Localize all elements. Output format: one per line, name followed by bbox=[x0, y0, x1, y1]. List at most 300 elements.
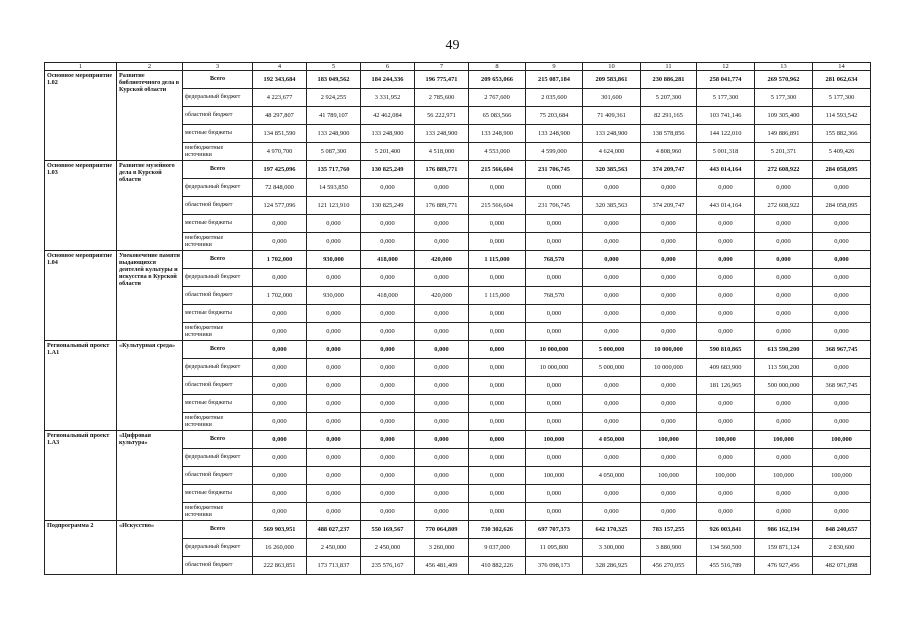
amount-cell: 100,000 bbox=[526, 431, 583, 449]
amount-cell: 0,000 bbox=[697, 305, 755, 323]
amount-cell: 410 882,226 bbox=[469, 557, 526, 575]
amount-cell: 0,000 bbox=[253, 215, 307, 233]
table-row bbox=[45, 431, 871, 449]
amount-cell: 376 098,173 bbox=[526, 557, 583, 575]
amount-cell: 0,000 bbox=[641, 287, 697, 305]
amount-cell: 926 003,841 bbox=[697, 521, 755, 539]
funding-source-cell: Всего bbox=[183, 431, 253, 449]
amount-cell: 0,000 bbox=[253, 323, 307, 341]
amount-cell: 284 058,095 bbox=[813, 161, 871, 179]
amount-cell: 0,000 bbox=[813, 395, 871, 413]
amount-cell: 768,570 bbox=[526, 287, 583, 305]
amount-cell: 0,000 bbox=[361, 341, 415, 359]
amount-cell: 0,000 bbox=[361, 215, 415, 233]
amount-cell: 0,000 bbox=[641, 251, 697, 269]
amount-cell: 4 050,000 bbox=[583, 431, 641, 449]
amount-cell: 0,000 bbox=[583, 395, 641, 413]
funding-source-cell: местные бюджеты bbox=[183, 485, 253, 503]
amount-cell: 100,000 bbox=[755, 431, 813, 449]
amount-cell: 209 583,861 bbox=[583, 71, 641, 89]
amount-cell: 0,000 bbox=[583, 377, 641, 395]
amount-cell: 0,000 bbox=[697, 269, 755, 287]
amount-cell: 0,000 bbox=[526, 305, 583, 323]
amount-cell: 320 385,563 bbox=[583, 161, 641, 179]
amount-cell: 500 000,000 bbox=[755, 377, 813, 395]
funding-source-cell: областной бюджет bbox=[183, 107, 253, 125]
amount-cell: 0,000 bbox=[361, 449, 415, 467]
amount-cell: 14 593,850 bbox=[307, 179, 361, 197]
amount-cell: 0,000 bbox=[813, 323, 871, 341]
funding-source-cell: местные бюджеты bbox=[183, 395, 253, 413]
amount-cell: 5 177,300 bbox=[813, 89, 871, 107]
amount-cell: 75 203,684 bbox=[526, 107, 583, 125]
amount-cell: 0,000 bbox=[253, 485, 307, 503]
amount-cell: 0,000 bbox=[697, 503, 755, 521]
amount-cell: 235 576,167 bbox=[361, 557, 415, 575]
table-row bbox=[45, 161, 871, 179]
header-row bbox=[45, 63, 871, 71]
amount-cell: 0,000 bbox=[583, 413, 641, 431]
amount-cell: 222 863,851 bbox=[253, 557, 307, 575]
program-code-cell: Региональный проект 1.А1 bbox=[45, 341, 117, 431]
amount-cell: 48 297,807 bbox=[253, 107, 307, 125]
amount-cell: 0,000 bbox=[469, 269, 526, 287]
amount-cell: 418,000 bbox=[361, 287, 415, 305]
amount-cell: 0,000 bbox=[253, 467, 307, 485]
amount-cell: 5 201,371 bbox=[755, 143, 813, 161]
amount-cell: 134 851,590 bbox=[253, 125, 307, 143]
amount-cell: 0,000 bbox=[307, 233, 361, 251]
amount-cell: 0,000 bbox=[755, 305, 813, 323]
amount-cell: 0,000 bbox=[583, 215, 641, 233]
amount-cell: 5 000,000 bbox=[583, 359, 641, 377]
funding-source-cell: Всего bbox=[183, 341, 253, 359]
amount-cell: 0,000 bbox=[583, 449, 641, 467]
funding-source-cell: внебюджетные источники bbox=[183, 233, 253, 251]
amount-cell: 0,000 bbox=[469, 341, 526, 359]
amount-cell: 5 409,426 bbox=[813, 143, 871, 161]
program-code-cell: Основное мероприятие 1.04 bbox=[45, 251, 117, 341]
funding-source-cell: Всего bbox=[183, 161, 253, 179]
amount-cell: 0,000 bbox=[641, 269, 697, 287]
amount-cell: 0,000 bbox=[755, 503, 813, 521]
funding-source-cell: местные бюджеты bbox=[183, 125, 253, 143]
amount-cell: 0,000 bbox=[469, 305, 526, 323]
amount-cell: 0,000 bbox=[469, 233, 526, 251]
amount-cell: 100,000 bbox=[755, 467, 813, 485]
amount-cell: 4 553,000 bbox=[469, 143, 526, 161]
amount-cell: 476 927,456 bbox=[755, 557, 813, 575]
amount-cell: 0,000 bbox=[813, 485, 871, 503]
column-number-header: 5 bbox=[307, 63, 361, 71]
amount-cell: 0,000 bbox=[641, 215, 697, 233]
amount-cell: 100,000 bbox=[813, 431, 871, 449]
amount-cell: 0,000 bbox=[813, 251, 871, 269]
column-number-header: 2 bbox=[117, 63, 183, 71]
amount-cell: 374 209,747 bbox=[641, 197, 697, 215]
amount-cell: 0,000 bbox=[755, 287, 813, 305]
amount-cell: 184 244,336 bbox=[361, 71, 415, 89]
amount-cell: 215 087,184 bbox=[526, 71, 583, 89]
amount-cell: 374 209,747 bbox=[641, 161, 697, 179]
amount-cell: 0,000 bbox=[307, 395, 361, 413]
amount-cell: 0,000 bbox=[641, 485, 697, 503]
amount-cell: 0,000 bbox=[253, 305, 307, 323]
column-number-header: 4 bbox=[253, 63, 307, 71]
amount-cell: 0,000 bbox=[755, 449, 813, 467]
amount-cell: 10 000,000 bbox=[526, 359, 583, 377]
funding-source-cell: областной бюджет bbox=[183, 287, 253, 305]
amount-cell: 0,000 bbox=[253, 359, 307, 377]
amount-cell: 11 095,800 bbox=[526, 539, 583, 557]
amount-cell: 0,000 bbox=[307, 431, 361, 449]
amount-cell: 0,000 bbox=[415, 323, 469, 341]
amount-cell: 82 291,165 bbox=[641, 107, 697, 125]
amount-cell: 0,000 bbox=[697, 449, 755, 467]
amount-cell: 0,000 bbox=[361, 395, 415, 413]
funding-source-cell: областной бюджет bbox=[183, 467, 253, 485]
amount-cell: 284 058,095 bbox=[813, 197, 871, 215]
amount-cell: 133 248,900 bbox=[526, 125, 583, 143]
amount-cell: 770 064,809 bbox=[415, 521, 469, 539]
amount-cell: 0,000 bbox=[526, 377, 583, 395]
amount-cell: 72 848,000 bbox=[253, 179, 307, 197]
amount-cell: 0,000 bbox=[526, 485, 583, 503]
amount-cell: 0,000 bbox=[697, 215, 755, 233]
amount-cell: 482 071,898 bbox=[813, 557, 871, 575]
amount-cell: 149 886,891 bbox=[755, 125, 813, 143]
amount-cell: 103 741,146 bbox=[697, 107, 755, 125]
amount-cell: 4 970,700 bbox=[253, 143, 307, 161]
amount-cell: 0,000 bbox=[583, 323, 641, 341]
amount-cell: 0,000 bbox=[415, 413, 469, 431]
table-row bbox=[45, 251, 871, 269]
amount-cell: 0,000 bbox=[583, 305, 641, 323]
funding-source-cell: федеральный бюджет bbox=[183, 539, 253, 557]
amount-cell: 138 578,856 bbox=[641, 125, 697, 143]
amount-cell: 4 808,960 bbox=[641, 143, 697, 161]
program-title-cell: «Цифровая культура» bbox=[117, 431, 183, 521]
amount-cell: 0,000 bbox=[307, 467, 361, 485]
amount-cell: 0,000 bbox=[583, 269, 641, 287]
amount-cell: 0,000 bbox=[469, 395, 526, 413]
amount-cell: 2 450,000 bbox=[307, 539, 361, 557]
amount-cell: 2 035,600 bbox=[526, 89, 583, 107]
amount-cell: 420,000 bbox=[415, 287, 469, 305]
amount-cell: 0,000 bbox=[361, 503, 415, 521]
amount-cell: 0,000 bbox=[697, 287, 755, 305]
amount-cell: 0,000 bbox=[526, 323, 583, 341]
amount-cell: 0,000 bbox=[641, 503, 697, 521]
amount-cell: 183 049,562 bbox=[307, 71, 361, 89]
funding-source-cell: областной бюджет bbox=[183, 197, 253, 215]
funding-source-cell: внебюджетные источники bbox=[183, 323, 253, 341]
amount-cell: 0,000 bbox=[307, 503, 361, 521]
amount-cell: 1 702,000 bbox=[253, 251, 307, 269]
amount-cell: 133 248,900 bbox=[583, 125, 641, 143]
amount-cell: 0,000 bbox=[813, 359, 871, 377]
amount-cell: 3 300,000 bbox=[583, 539, 641, 557]
amount-cell: 418,000 bbox=[361, 251, 415, 269]
amount-cell: 0,000 bbox=[697, 413, 755, 431]
table-row bbox=[45, 521, 871, 539]
program-title-cell: «Культурная среда» bbox=[117, 341, 183, 431]
amount-cell: 2 767,600 bbox=[469, 89, 526, 107]
amount-cell: 0,000 bbox=[526, 395, 583, 413]
amount-cell: 0,000 bbox=[307, 341, 361, 359]
funding-source-cell: внебюджетные источники bbox=[183, 143, 253, 161]
amount-cell: 0,000 bbox=[583, 485, 641, 503]
amount-cell: 181 126,965 bbox=[697, 377, 755, 395]
amount-cell: 783 157,255 bbox=[641, 521, 697, 539]
amount-cell: 0,000 bbox=[415, 305, 469, 323]
amount-cell: 0,000 bbox=[361, 413, 415, 431]
amount-cell: 0,000 bbox=[307, 377, 361, 395]
amount-cell: 0,000 bbox=[813, 215, 871, 233]
amount-cell: 0,000 bbox=[641, 395, 697, 413]
amount-cell: 0,000 bbox=[755, 233, 813, 251]
amount-cell: 0,000 bbox=[415, 395, 469, 413]
amount-cell: 113 590,200 bbox=[755, 359, 813, 377]
amount-cell: 642 170,325 bbox=[583, 521, 641, 539]
amount-cell: 0,000 bbox=[526, 179, 583, 197]
program-title-cell: Развитие музейного дела в Курской области bbox=[117, 161, 183, 251]
amount-cell: 0,000 bbox=[307, 485, 361, 503]
amount-cell: 0,000 bbox=[697, 233, 755, 251]
column-number-header: 7 bbox=[415, 63, 469, 71]
amount-cell: 0,000 bbox=[469, 467, 526, 485]
amount-cell: 196 775,471 bbox=[415, 71, 469, 89]
amount-cell: 0,000 bbox=[415, 179, 469, 197]
amount-cell: 0,000 bbox=[253, 341, 307, 359]
funding-source-cell: федеральный бюджет bbox=[183, 269, 253, 287]
amount-cell: 71 409,361 bbox=[583, 107, 641, 125]
amount-cell: 272 608,922 bbox=[755, 197, 813, 215]
amount-cell: 0,000 bbox=[361, 359, 415, 377]
amount-cell: 109 305,400 bbox=[755, 107, 813, 125]
amount-cell: 133 248,900 bbox=[361, 125, 415, 143]
table-row bbox=[45, 341, 871, 359]
amount-cell: 0,000 bbox=[469, 179, 526, 197]
amount-cell: 100,000 bbox=[697, 431, 755, 449]
amount-cell: 0,000 bbox=[641, 305, 697, 323]
amount-cell: 320 385,563 bbox=[583, 197, 641, 215]
funding-source-cell: федеральный бюджет bbox=[183, 179, 253, 197]
funding-source-cell: областной бюджет bbox=[183, 557, 253, 575]
amount-cell: 176 889,771 bbox=[415, 161, 469, 179]
amount-cell: 0,000 bbox=[415, 269, 469, 287]
amount-cell: 0,000 bbox=[253, 269, 307, 287]
amount-cell: 0,000 bbox=[697, 251, 755, 269]
amount-cell: 0,000 bbox=[361, 305, 415, 323]
amount-cell: 0,000 bbox=[361, 179, 415, 197]
amount-cell: 0,000 bbox=[583, 179, 641, 197]
amount-cell: 281 062,634 bbox=[813, 71, 871, 89]
amount-cell: 0,000 bbox=[697, 485, 755, 503]
table-row bbox=[45, 71, 871, 89]
program-code-cell: Региональный проект 1.А3 bbox=[45, 431, 117, 521]
amount-cell: 130 825,249 bbox=[361, 161, 415, 179]
funding-source-cell: Всего bbox=[183, 71, 253, 89]
amount-cell: 0,000 bbox=[415, 341, 469, 359]
amount-cell: 0,000 bbox=[755, 485, 813, 503]
amount-cell: 42 462,084 bbox=[361, 107, 415, 125]
funding-source-cell: Всего bbox=[183, 251, 253, 269]
amount-cell: 768,570 bbox=[526, 251, 583, 269]
amount-cell: 0,000 bbox=[415, 449, 469, 467]
amount-cell: 3 331,952 bbox=[361, 89, 415, 107]
amount-cell: 0,000 bbox=[361, 323, 415, 341]
amount-cell: 0,000 bbox=[307, 269, 361, 287]
amount-cell: 56 222,971 bbox=[415, 107, 469, 125]
program-code-cell: Подпрограмма 2 bbox=[45, 521, 117, 575]
amount-cell: 3 880,900 bbox=[641, 539, 697, 557]
table-body bbox=[45, 63, 871, 575]
column-number-header: 1 bbox=[45, 63, 117, 71]
amount-cell: 0,000 bbox=[253, 431, 307, 449]
column-number-header: 8 bbox=[469, 63, 526, 71]
amount-cell: 0,000 bbox=[755, 395, 813, 413]
amount-cell: 0,000 bbox=[253, 233, 307, 251]
amount-cell: 0,000 bbox=[361, 377, 415, 395]
amount-cell: 0,000 bbox=[641, 323, 697, 341]
amount-cell: 114 593,542 bbox=[813, 107, 871, 125]
amount-cell: 0,000 bbox=[415, 215, 469, 233]
amount-cell: 124 577,096 bbox=[253, 197, 307, 215]
program-title-cell: «Искусство» bbox=[117, 521, 183, 575]
amount-cell: 0,000 bbox=[469, 359, 526, 377]
amount-cell: 0,000 bbox=[641, 413, 697, 431]
amount-cell: 0,000 bbox=[755, 251, 813, 269]
amount-cell: 0,000 bbox=[526, 269, 583, 287]
amount-cell: 488 027,237 bbox=[307, 521, 361, 539]
amount-cell: 0,000 bbox=[641, 233, 697, 251]
amount-cell: 0,000 bbox=[526, 233, 583, 251]
amount-cell: 10 000,000 bbox=[641, 359, 697, 377]
amount-cell: 130 825,249 bbox=[361, 197, 415, 215]
amount-cell: 0,000 bbox=[813, 449, 871, 467]
amount-cell: 301,600 bbox=[583, 89, 641, 107]
amount-cell: 5 207,300 bbox=[641, 89, 697, 107]
amount-cell: 0,000 bbox=[415, 467, 469, 485]
amount-cell: 134 560,500 bbox=[697, 539, 755, 557]
amount-cell: 0,000 bbox=[307, 413, 361, 431]
amount-cell: 0,000 bbox=[415, 485, 469, 503]
column-number-header: 11 bbox=[641, 63, 697, 71]
amount-cell: 2 450,000 bbox=[361, 539, 415, 557]
amount-cell: 456 481,409 bbox=[415, 557, 469, 575]
amount-cell: 986 162,194 bbox=[755, 521, 813, 539]
amount-cell: 5 177,300 bbox=[697, 89, 755, 107]
amount-cell: 155 882,366 bbox=[813, 125, 871, 143]
amount-cell: 41 789,107 bbox=[307, 107, 361, 125]
funding-source-cell: внебюджетные источники bbox=[183, 413, 253, 431]
amount-cell: 368 967,745 bbox=[813, 341, 871, 359]
amount-cell: 9 037,000 bbox=[469, 539, 526, 557]
amount-cell: 0,000 bbox=[253, 449, 307, 467]
amount-cell: 0,000 bbox=[813, 179, 871, 197]
column-number-header: 9 bbox=[526, 63, 583, 71]
amount-cell: 2 785,600 bbox=[415, 89, 469, 107]
amount-cell: 0,000 bbox=[469, 377, 526, 395]
amount-cell: 0,000 bbox=[526, 503, 583, 521]
amount-cell: 1 115,000 bbox=[469, 287, 526, 305]
amount-cell: 258 041,774 bbox=[697, 71, 755, 89]
amount-cell: 0,000 bbox=[361, 233, 415, 251]
amount-cell: 443 014,164 bbox=[697, 197, 755, 215]
amount-cell: 0,000 bbox=[469, 503, 526, 521]
amount-cell: 173 713,837 bbox=[307, 557, 361, 575]
amount-cell: 455 516,789 bbox=[697, 557, 755, 575]
column-number-header: 12 bbox=[697, 63, 755, 71]
amount-cell: 272 608,922 bbox=[755, 161, 813, 179]
amount-cell: 0,000 bbox=[253, 377, 307, 395]
program-title-cell: Увековечение памяти выдающихся деятелей культуры и искусства в Курской области bbox=[117, 251, 183, 341]
amount-cell: 0,000 bbox=[253, 395, 307, 413]
amount-cell: 0,000 bbox=[469, 485, 526, 503]
amount-cell: 0,000 bbox=[755, 269, 813, 287]
amount-cell: 0,000 bbox=[415, 233, 469, 251]
amount-cell: 0,000 bbox=[813, 233, 871, 251]
amount-cell: 0,000 bbox=[307, 323, 361, 341]
amount-cell: 0,000 bbox=[361, 467, 415, 485]
funding-source-cell: федеральный бюджет bbox=[183, 359, 253, 377]
amount-cell: 231 706,745 bbox=[526, 161, 583, 179]
amount-cell: 0,000 bbox=[526, 449, 583, 467]
amount-cell: 100,000 bbox=[813, 467, 871, 485]
amount-cell: 0,000 bbox=[583, 233, 641, 251]
column-number-header: 14 bbox=[813, 63, 871, 71]
program-title-cell: Развитие библиотечного дела в Курской области bbox=[117, 71, 183, 161]
amount-cell: 0,000 bbox=[755, 323, 813, 341]
amount-cell: 5 177,300 bbox=[755, 89, 813, 107]
amount-cell: 697 707,373 bbox=[526, 521, 583, 539]
amount-cell: 133 248,900 bbox=[469, 125, 526, 143]
amount-cell: 0,000 bbox=[253, 503, 307, 521]
funding-source-cell: местные бюджеты bbox=[183, 305, 253, 323]
funding-source-cell: федеральный бюджет bbox=[183, 449, 253, 467]
amount-cell: 230 886,281 bbox=[641, 71, 697, 89]
column-number-header: 3 bbox=[183, 63, 253, 71]
amount-cell: 0,000 bbox=[526, 413, 583, 431]
amount-cell: 420,000 bbox=[415, 251, 469, 269]
amount-cell: 4 518,000 bbox=[415, 143, 469, 161]
amount-cell: 930,000 bbox=[307, 251, 361, 269]
amount-cell: 0,000 bbox=[813, 287, 871, 305]
amount-cell: 0,000 bbox=[361, 431, 415, 449]
amount-cell: 0,000 bbox=[583, 251, 641, 269]
funding-source-cell: федеральный бюджет bbox=[183, 89, 253, 107]
amount-cell: 730 302,626 bbox=[469, 521, 526, 539]
amount-cell: 0,000 bbox=[469, 449, 526, 467]
amount-cell: 192 343,684 bbox=[253, 71, 307, 89]
amount-cell: 5 001,318 bbox=[697, 143, 755, 161]
amount-cell: 100,000 bbox=[641, 431, 697, 449]
amount-cell: 215 566,604 bbox=[469, 161, 526, 179]
amount-cell: 0,000 bbox=[307, 449, 361, 467]
amount-cell: 5 201,400 bbox=[361, 143, 415, 161]
amount-cell: 2 924,255 bbox=[307, 89, 361, 107]
amount-cell: 0,000 bbox=[307, 359, 361, 377]
amount-cell: 0,000 bbox=[415, 431, 469, 449]
amount-cell: 0,000 bbox=[813, 269, 871, 287]
amount-cell: 209 653,066 bbox=[469, 71, 526, 89]
amount-cell: 0,000 bbox=[813, 413, 871, 431]
page-number: 49 bbox=[445, 38, 460, 53]
amount-cell: 10 000,000 bbox=[641, 341, 697, 359]
amount-cell: 10 000,000 bbox=[526, 341, 583, 359]
amount-cell: 0,000 bbox=[813, 503, 871, 521]
